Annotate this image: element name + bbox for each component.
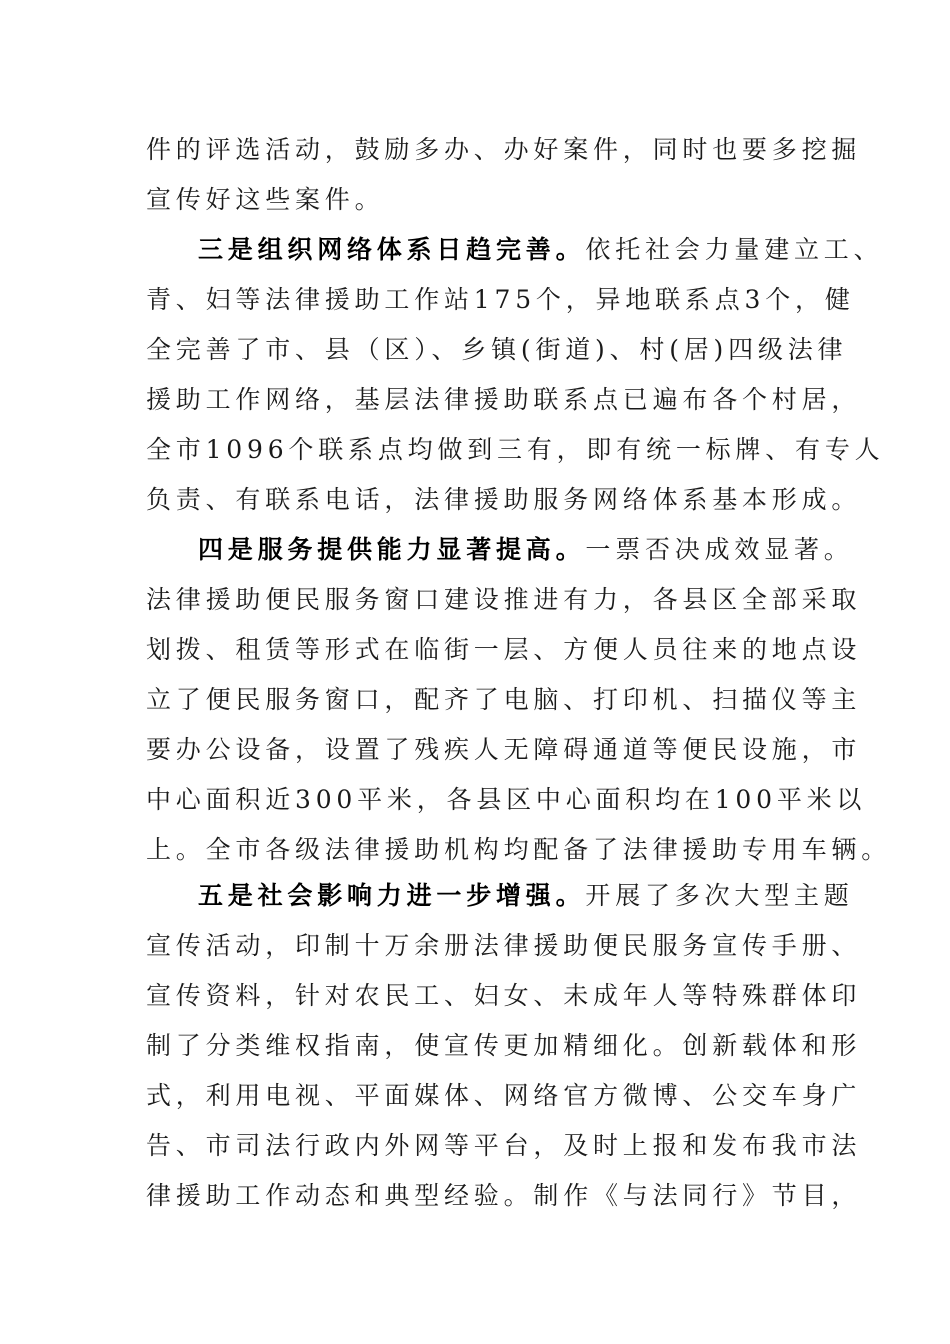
paragraph-line: [146, 926, 861, 966]
line-text: 立了便民服务窗口，配齐了电脑、打印机、扫描仪等主: [146, 685, 862, 714]
line-text: 全完善了市、县（区）、乡镇(街道)、村(居)四级法律: [146, 335, 848, 364]
line-text: 制了分类维权指南，使宣传更加精细化。创新载体和形: [146, 1031, 862, 1060]
line-text: 一票否决成效显著。: [585, 535, 854, 564]
line-text: 宣传活动，印制十万余册法律援助便民服务宣传手册、: [146, 931, 862, 960]
line-text: 式，利用电视、平面媒体、网络官方微博、公交车身广: [146, 1081, 862, 1110]
paragraph-line: [198, 876, 854, 916]
line-text: 要办公设备，设置了残疾人无障碍通道等便民设施，市: [146, 735, 862, 764]
paragraph-line: [146, 680, 861, 720]
paragraph-line: [146, 1076, 861, 1116]
section-heading: 五是社会影响力进一步增强。: [198, 881, 586, 910]
line-text: 负责、有联系电话，法律援助服务网络体系基本形成。: [146, 485, 862, 514]
paragraph-line: [198, 530, 854, 570]
line-text: 援助工作网络，基层法律援助联系点已遍布各个村居，: [146, 385, 862, 414]
paragraph-line: [146, 130, 861, 170]
line-text: 律援助工作动态和典型经验。制作《与法同行》节目，: [146, 1181, 862, 1210]
line-text: 中心面积近300平米，各县区中心面积均在100平米以: [146, 785, 867, 814]
section-heading: 四是服务提供能力显著提高。: [198, 535, 586, 564]
paragraph-line: [146, 330, 847, 370]
paragraph-line: [146, 780, 866, 820]
paragraph-line: [146, 730, 861, 770]
line-text: 全市1096个联系点均做到三有，即有统一标牌、有专人: [146, 435, 885, 464]
line-text: 上。全市各级法律援助机构均配备了法律援助专用车辆。: [146, 835, 892, 864]
paragraph-line: [198, 230, 883, 270]
paragraph-line: [146, 830, 891, 870]
paragraph-line: [146, 1176, 861, 1216]
paragraph-line: [146, 380, 861, 420]
paragraph-line: [146, 430, 884, 470]
line-text: 宣传资料，针对农民工、妇女、未成年人等特殊群体印: [146, 981, 862, 1010]
line-text: 宣传好这些案件。: [146, 185, 385, 214]
line-text: 青、妇等法律援助工作站175个，异地联系点3个，健: [146, 285, 855, 314]
line-text: 法律援助便民服务窗口建设推进有力，各县区全部采取: [146, 585, 862, 614]
paragraph-line: [146, 580, 861, 620]
paragraph-line: [146, 976, 861, 1016]
paragraph-line: [146, 180, 384, 220]
paragraph-line: [146, 280, 855, 320]
paragraph-line: [146, 1026, 861, 1066]
line-text: 件的评选活动，鼓励多办、办好案件，同时也要多挖掘: [146, 135, 862, 164]
paragraph-line: [146, 480, 861, 520]
line-text: 划拨、租赁等形式在临街一层、方便人员往来的地点设: [146, 635, 862, 664]
line-text: 开展了多次大型主题: [585, 881, 854, 910]
line-text: 依托社会力量建立工、: [585, 235, 884, 264]
section-heading: 三是组织网络体系日趋完善。: [198, 235, 586, 264]
paragraph-line: [146, 630, 861, 670]
paragraph-line: [146, 1126, 861, 1166]
line-text: 告、市司法行政内外网等平台，及时上报和发布我市法: [146, 1131, 862, 1160]
